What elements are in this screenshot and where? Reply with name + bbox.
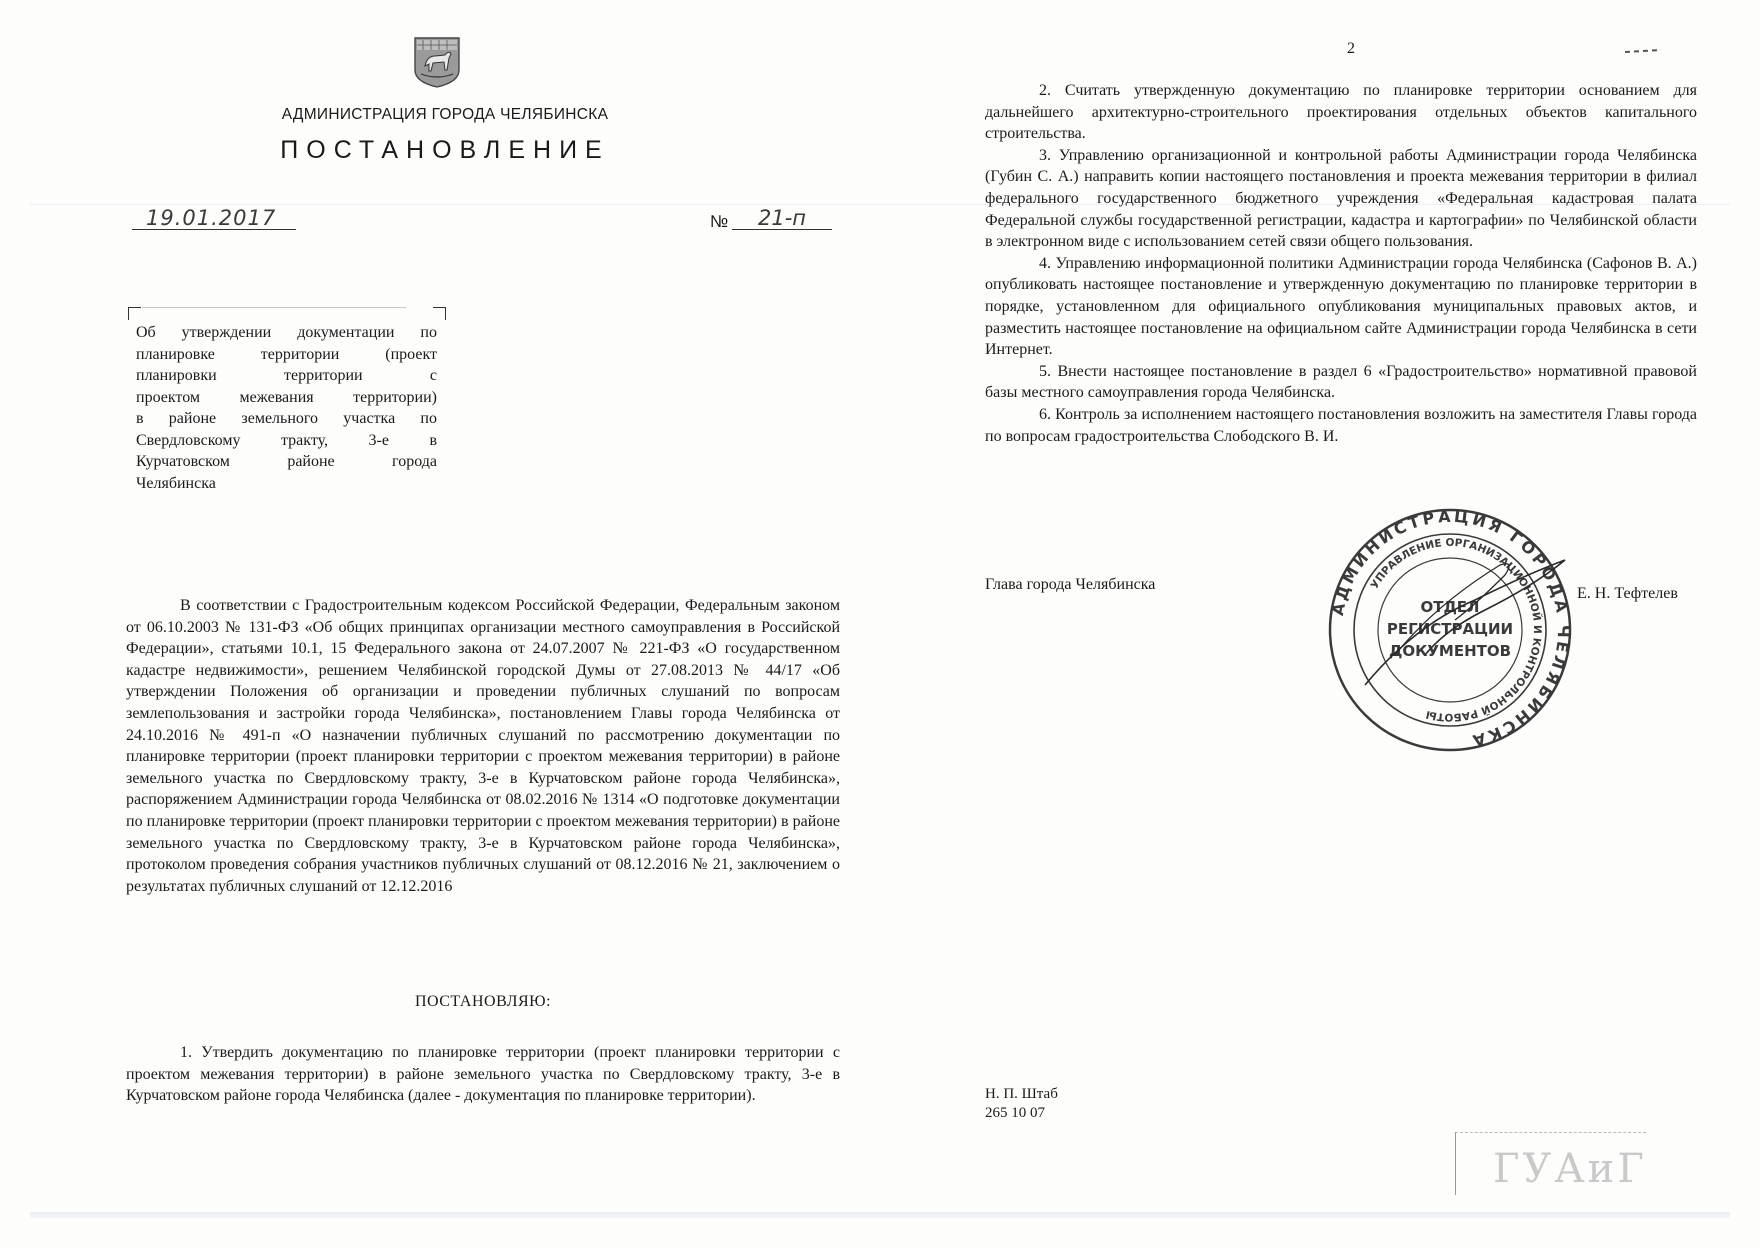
resolve-heading: ПОСТАНОВЛЯЮ: [414, 993, 552, 1010]
stamp-center-line: ОТДЕЛ [1420, 598, 1480, 616]
preamble-paragraph: В соответствии с Градостроительным кодексом Российской Федерации, Федеральным законом от 06.10.2003 № 131-ФЗ «Об общих принципах организации местного самоуправления в Российской Федерации», статьями 10.1, 15 Федерального закона от 24.07.2007 № 221-ФЗ «О государственном кадастре недвижимости», решением Челябинской городской Думы от 27.08.2013 № 44/17 «Об утверждении Положения об организации и проведении публичных слушаний по вопросам землепользования и застройки города Челябинска», постановлением Главы города Челябинска от 24.10.2016 № 491-п «О назначении публичных слушаний по рассмотрению документации по планировке территории (проект планировки территории с проектом межевания территории) в районе земельного участка по Свердловскому тракту, 3-е в Курчатовском районе города Челябинска», распоряжением Администрации города Челябинска от 08.02.2016 № 1314 «О подготовке документации по планировке территории (проект планировки территории с проектом межевания территории) в районе земельного участка по Свердловскому тракту, 3-е в Курчатовском районе города Челябинска», протоколом проведения собрания участников публичных слушаний от 08.12.2016 № 21, заключением о результатах публичных слушаний от 12.12.2016 [126, 597, 840, 895]
registration-stamp [1325, 505, 1575, 755]
signatory-title: Глава города Челябинска [985, 576, 1156, 593]
organization-title: АДМИНИСТРАЦИЯ ГОРОДА ЧЕЛЯБИНСКА [281, 106, 609, 123]
stamp-outer-text: АДМИНИСТРАЦИЯ ГОРОДА ЧЕЛЯБИНСКА [1327, 506, 1574, 752]
document-type-title: ПОСТАНОВЛЕНИЕ [280, 136, 610, 164]
subject-line: Курчатовском районе города [136, 453, 437, 470]
resolution-item: 3. Управлению организационной и контрольной работы Администрации города Челябинска (Губин С. А.) направить копии настоящего постановления и проекта межевания территории в филиал федерального государственного бюджетного учреждения «Федеральная кадастровая палата Федеральной службы государственной регистрации, кадастра и картографии» по Челябинской области в электронном виде с использованием сетей связи общего пользования. [985, 146, 1697, 251]
resolution-item: 1. Утвердить документацию по планировке территории (проект планировки территории с проектом межевания территории) в районе земельного участка по Свердловскому тракту, 3-е в Курчатовском районе города Челябинска (далее - документация по планировке территории). [126, 1044, 840, 1105]
stamp-center-line: ДОКУМЕНТОВ [1388, 642, 1512, 660]
page-one [110, 0, 840, 1200]
document-date: 19.01.2017 [132, 207, 296, 230]
executor-block [985, 1085, 1058, 1123]
page-number: 2 [1347, 40, 1355, 57]
subject-line: в районе земельного участка по [136, 410, 437, 427]
subject-line: планировке территории (проект [136, 345, 437, 363]
subject-block [136, 322, 437, 494]
subject-bracket [128, 307, 446, 319]
subject-line: планировки территории с [136, 367, 437, 384]
resolution-item: 4. Управлению информационной политики Администрации города Челябинска (Сафонов В. А.) опубликовать настоящее постановление и утвержденную документацию по планировке территории в порядке, установленном для официального опубликования муниципальных правовых актов, и разместить настоящее постановление на официальном сайте Администрации города Челябинска в сети Интернет. [985, 254, 1697, 359]
stamp-center-line: РЕГИСТРАЦИИ [1386, 620, 1514, 638]
resolution-items [985, 80, 1697, 447]
number-label: № [710, 212, 729, 231]
scan-dash-mark [1605, 44, 1665, 58]
page-two [985, 0, 1697, 1200]
document-number: 21-п [732, 207, 832, 230]
resolution-item: 2. Считать утвержденную документацию по планировке территории основанием для дальнейшего архитектурно-строительного проектирования отдельных объектов капитального строительства. [985, 82, 1697, 143]
stamp-inner-text: УПРАВЛЕНИЕ ОРГАНИЗАЦИОННОЙ И КОНТРОЛЬНОЙ РАБОТЫ [1368, 536, 1544, 724]
subject-line: Свердловскому тракту, 3-е в [136, 431, 437, 449]
department-mark: ГУАиГ [1493, 1146, 1647, 1192]
resolution-item: 6. Контроль за исполнением настоящего постановления возложить на заместителя Главы города по вопросам градостроительства Слободского В. И. [985, 405, 1697, 445]
executor-phone: 265 10 07 [985, 1105, 1045, 1121]
subject-line: проектом межевания территории) [136, 388, 437, 406]
executor-name: Н. П. Штаб [985, 1086, 1058, 1102]
scan-edge [30, 1212, 1730, 1218]
resolution-item: 5. Внести настоящее постановление в раздел 6 «Градостроительство» нормативной правовой базы местного самоуправления города Челябинска. [985, 362, 1697, 402]
subject-line: Челябинска [136, 474, 216, 492]
signatory-name: Е. Н. Тефтелев [1577, 585, 1678, 602]
subject-line: Об утверждении документации по [136, 324, 437, 341]
city-emblem-icon [413, 36, 461, 88]
